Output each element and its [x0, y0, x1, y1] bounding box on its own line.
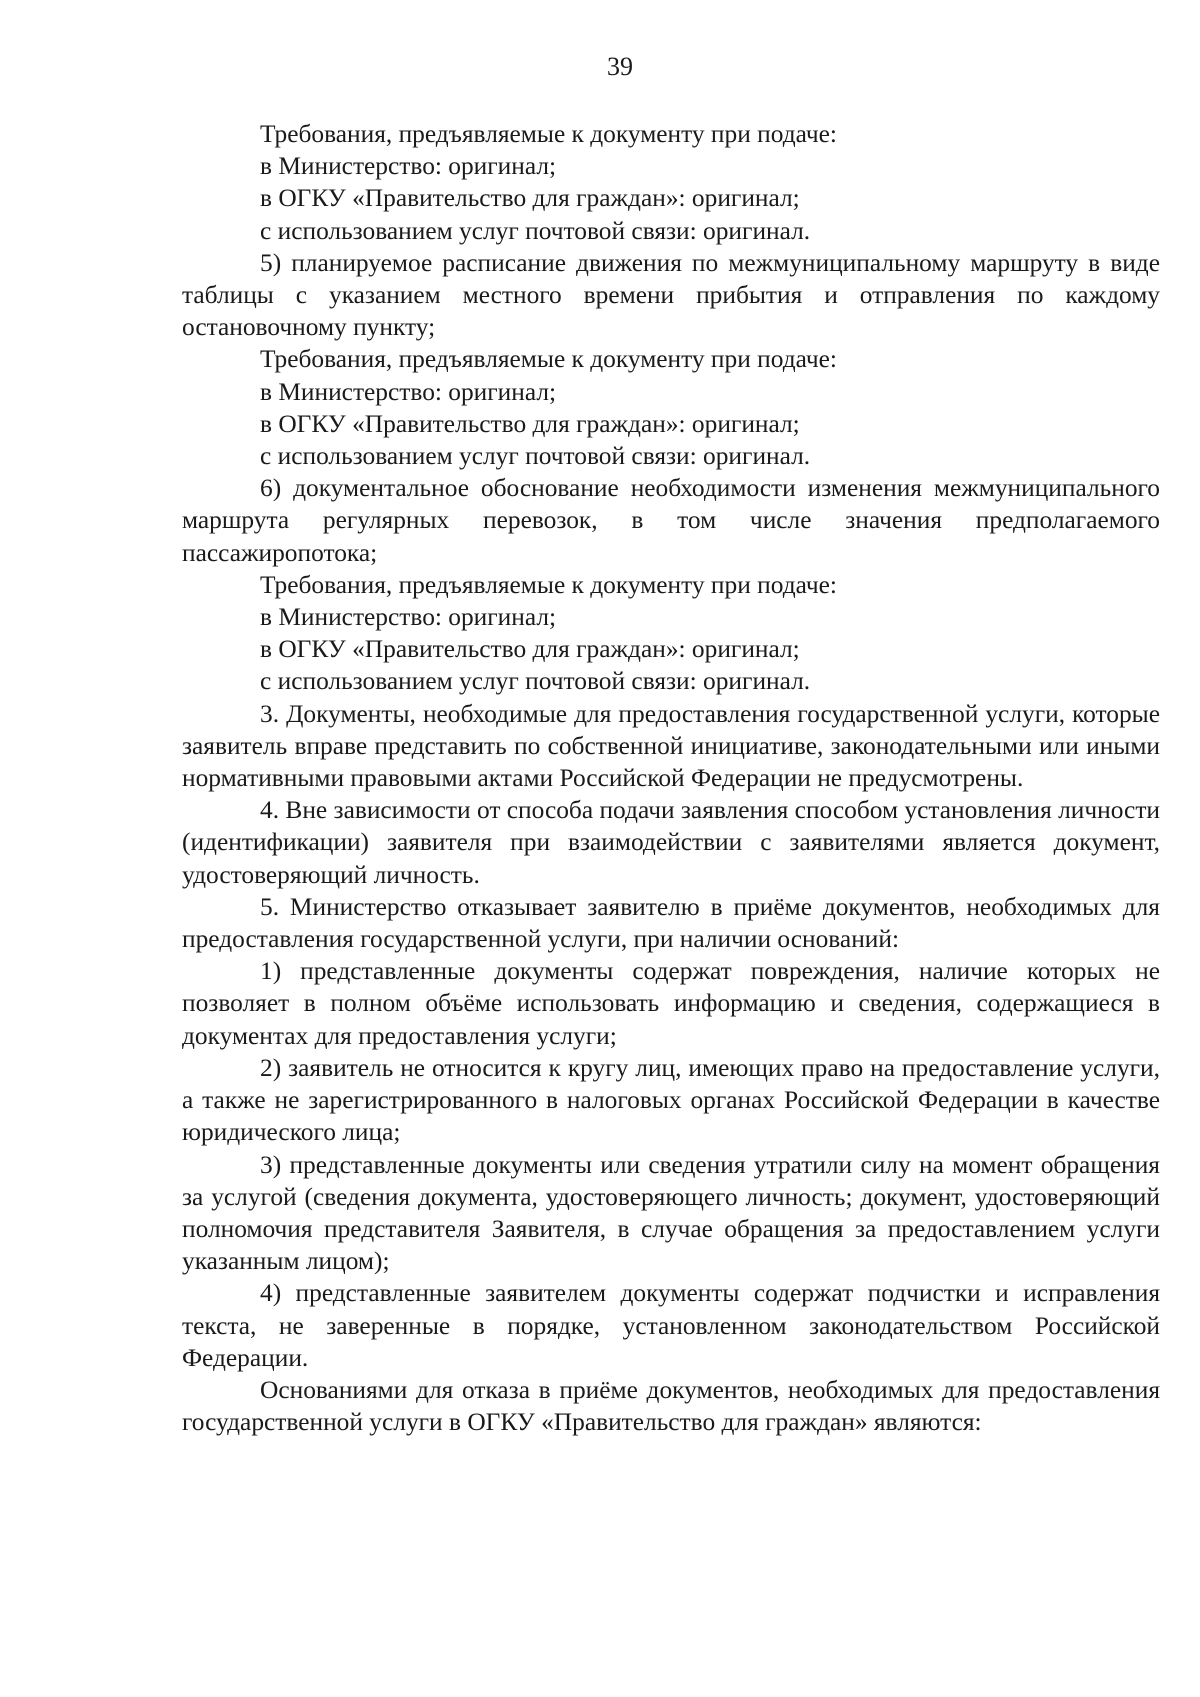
- paragraph-requirements-1: Требования, предъявляемые к документу при подаче:: [260, 120, 837, 148]
- paragraph-postal-1: с использованием услуг почтовой связи: оригинал.: [260, 216, 811, 245]
- paragraph-section-5: 5. Министерство отказывает заявителю в приёме документов, необходимых для предоставления государственной услуги, при наличии оснований:: [182, 892, 1160, 954]
- paragraph-ministry-1: в Министерство: оригинал;: [260, 152, 557, 181]
- paragraph-item-6-justification: 6) документальное обоснование необходимости изменения межмуниципального маршрута регулярных перевозок, в том числе значения предполагаемого пассажиропотока;: [182, 474, 1160, 567]
- paragraph-ground-3: 3) представленные документы или сведения утратили силу на момент обращения за услугой (сведения документа, удостоверяющего личность; документ, удостоверяющий полномочия представителя Заявителя, в случае обращения за предоставлением услуги указанным лицом);: [182, 1150, 1160, 1276]
- paragraph-ogku-1: в ОГКУ «Правительство для граждан»: оригинал;: [260, 184, 800, 213]
- paragraph-section-3: 3. Документы, необходимые для предоставления государственной услуги, которые заявитель вправе представить по собственной инициативе, законодательными или иными нормативными правовыми актами Российской Федерации не предусмотрены.: [182, 699, 1160, 793]
- page-number: 39: [607, 52, 633, 81]
- paragraph-requirements-2: Требования, предъявляемые к документу при подаче:: [260, 345, 837, 374]
- paragraph-postal-2: с использованием услуг почтовой связи: оригинал.: [260, 442, 811, 471]
- paragraph-ground-4: 4) представленные заявителем документы содержат подчистки и исправления текста, не заверенные в порядке, установленном законодательством Российской Федерации.: [182, 1279, 1160, 1372]
- paragraph-postal-3: с использованием услуг почтовой связи: оригинал.: [260, 667, 811, 696]
- paragraph-ministry-3: в Министерство: оригинал;: [260, 603, 557, 632]
- paragraph-requirements-3: Требования, предъявляемые к документу при подаче:: [260, 570, 837, 599]
- paragraph-item-5-schedule: 5) планируемое расписание движения по межмуниципальному маршруту в виде таблицы с указанием местного времени прибытия и отправления по каждому остановочному пункту;: [182, 248, 1160, 342]
- paragraph-ogku-3: в ОГКУ «Правительство для граждан»: оригинал;: [260, 635, 800, 664]
- paragraph-ministry-2: в Министерство: оригинал;: [260, 377, 557, 406]
- paragraph-ground-2: 2) заявитель не относится к кругу лиц, имеющих право на предоставление услуги, а также не зарегистрированного в налоговых органах Российской Федерации в качестве юридического лица;: [182, 1053, 1160, 1147]
- paragraph-ogku-2: в ОГКУ «Правительство для граждан»: оригинал;: [260, 409, 800, 438]
- document-body: [182, 118, 1160, 1438]
- paragraph-section-4: 4. Вне зависимости от способа подачи заявления способом установления личности (идентификации) заявителя при взаимодействии с заявителями является документ, удостоверяющий личность.: [182, 796, 1160, 889]
- paragraph-ground-1: 1) представленные документы содержат повреждения, наличие которых не позволяет в полном объёме использовать информацию и сведения, содержащиеся в документах для предоставления услуги;: [182, 957, 1160, 1050]
- paragraph-ogku-grounds: Основаниями для отказа в приёме документов, необходимых для предоставления государственной услуги в ОГКУ «Правительство для граждан» являются:: [182, 1375, 1160, 1437]
